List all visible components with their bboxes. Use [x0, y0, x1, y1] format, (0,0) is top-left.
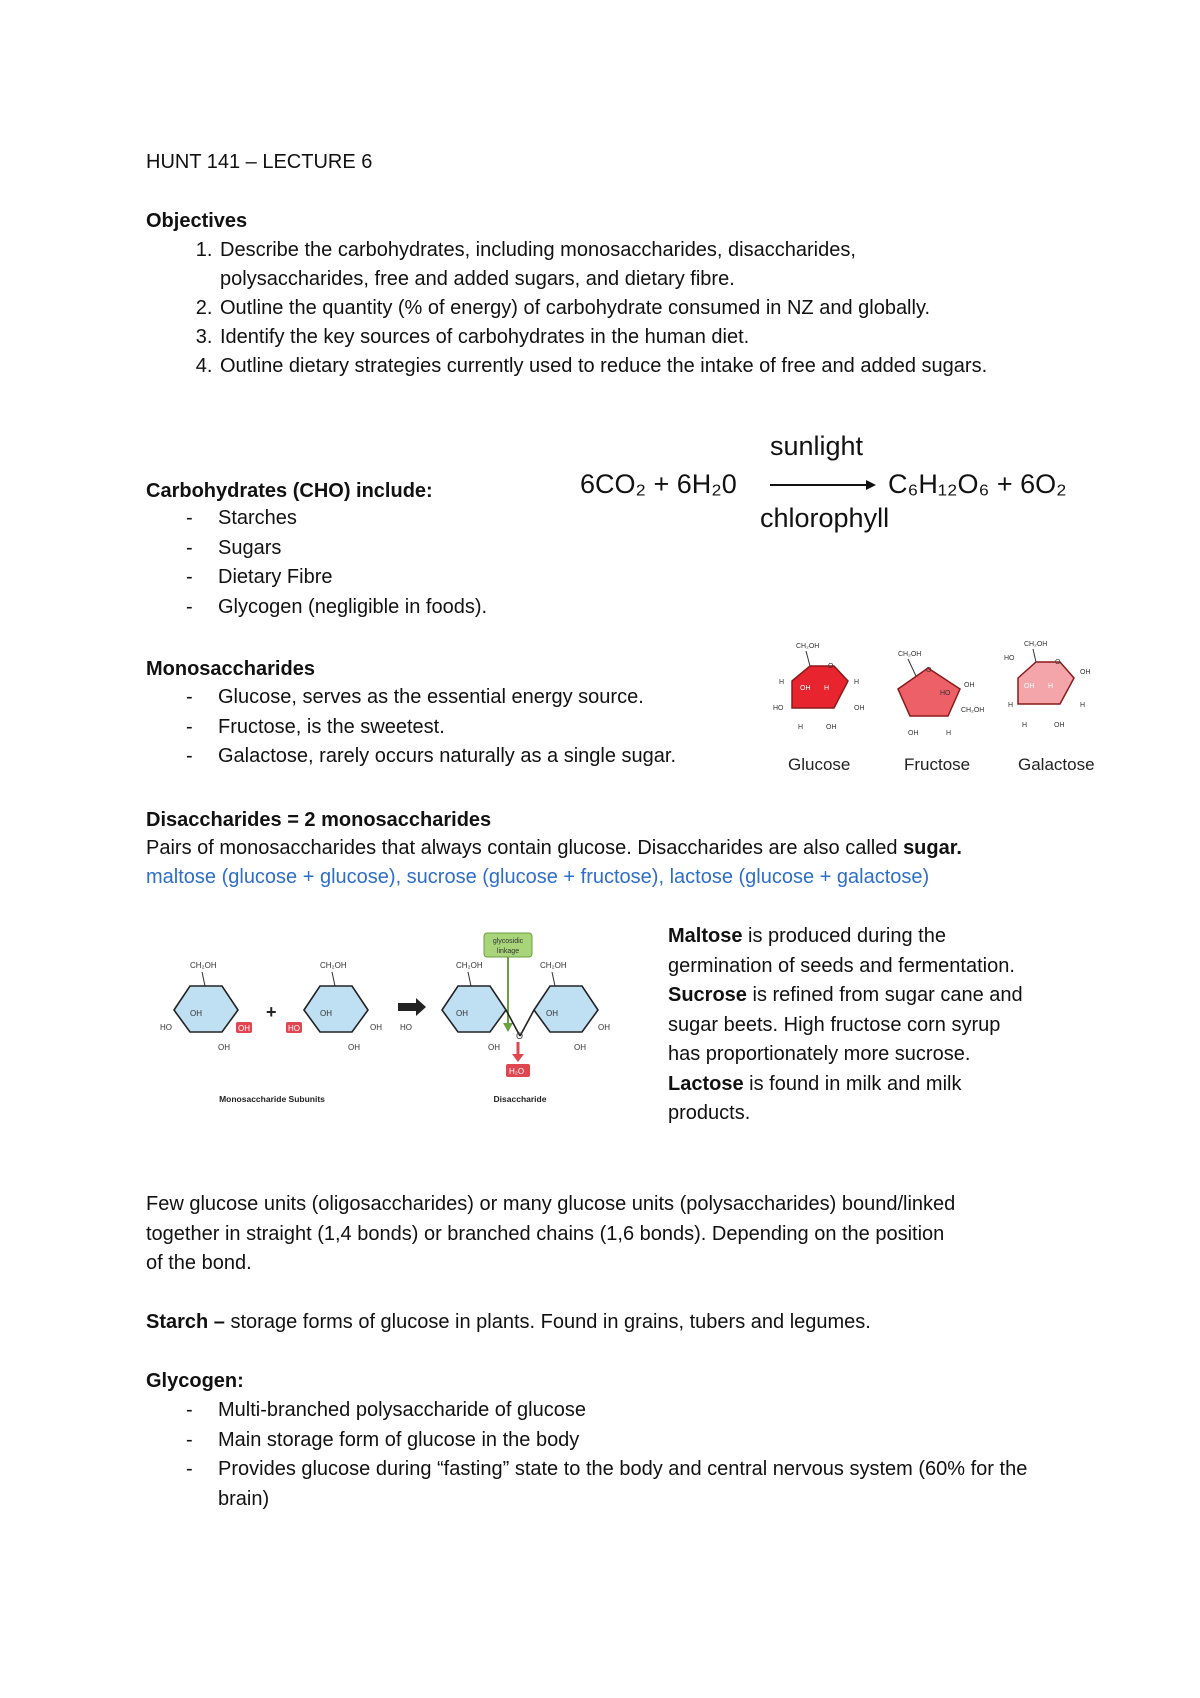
page-title: HUNT 141 – LECTURE 6	[146, 151, 373, 173]
ring	[304, 986, 368, 1032]
svg-text:H: H	[854, 679, 860, 686]
list-item: - Sugars	[146, 534, 487, 564]
svg-text:glycosidic: glycosidic	[492, 938, 524, 945]
svg-text:OH: OH	[1024, 683, 1035, 690]
equation-products: C₆H₁₂O₆ + 6O₂	[888, 469, 1067, 499]
starch-paragraph: Starch – storage forms of glucose in plants. Found in grains, tubers and legumes.	[146, 1311, 871, 1333]
plus-sign: +	[266, 1002, 277, 1022]
svg-text:OH: OH	[456, 1009, 468, 1018]
equation-above-arrow: sunlight	[770, 431, 864, 461]
monosaccharide-structures-figure	[768, 632, 1118, 782]
svg-text:HO: HO	[288, 1024, 300, 1033]
svg-text:H: H	[1008, 702, 1014, 709]
svg-text:OH: OH	[854, 705, 865, 712]
svg-text:OH: OH	[238, 1024, 250, 1033]
svg-text:OH: OH	[348, 1043, 360, 1052]
photosynthesis-equation	[570, 425, 1110, 545]
svg-text:O: O	[1055, 659, 1061, 666]
svg-text:OH: OH	[598, 1023, 610, 1032]
disaccharide-formation-figure	[160, 930, 640, 1105]
svg-text:CH₂OH: CH₂OH	[456, 961, 483, 970]
objectives-list	[146, 236, 1118, 381]
svg-text:OH: OH	[218, 1043, 230, 1052]
glycogen-list	[146, 1396, 1086, 1514]
svg-text:O: O	[926, 667, 932, 674]
list-item: - Glucose, serves as the essential energy source.	[146, 683, 676, 713]
cho-list	[146, 504, 487, 622]
polysaccharide-paragraph: Few glucose units (oligosaccharides) or many glucose units (polysaccharides) bound/linked together in straight (1,4 bonds) or branched chains (1,6 bonds). Depending on the position of the bond.	[146, 1193, 956, 1274]
glucose-structure	[773, 643, 865, 774]
svg-text:CH₂OH: CH₂OH	[1024, 641, 1048, 648]
objective-item: 3. Identify the key sources of carbohydrates in the human diet.	[218, 323, 1118, 352]
list-item: - Dietary Fibre	[146, 563, 487, 593]
svg-text:CH₂OH: CH₂OH	[898, 651, 922, 658]
svg-text:linkage: linkage	[496, 948, 520, 955]
mono-heading: Monosaccharides	[146, 658, 315, 680]
list-item: - Main storage form of glucose in the body	[146, 1426, 1086, 1456]
list-item: - Provides glucose during “fasting” state to the body and central nervous system (60% for the brain)	[146, 1455, 1048, 1514]
objective-item: 2. Outline the quantity (% of energy) of carbohydrate consumed in NZ and globally.	[218, 294, 1118, 323]
list-item: - Multi-branched polysaccharide of glucose	[146, 1396, 1086, 1426]
equation-below-arrow: chlorophyll	[760, 503, 890, 533]
svg-text:H: H	[1080, 702, 1086, 709]
svg-text:H: H	[1048, 683, 1054, 690]
svg-text:H: H	[1022, 722, 1028, 729]
svg-text:HO: HO	[773, 705, 784, 712]
monosaccharide-subunit-1	[160, 961, 252, 1052]
di-description: Pairs of monosaccharides that always contain glucose. Disaccharides are also called sugar.	[146, 837, 962, 859]
caption-disaccharide: Disaccharide	[493, 1094, 547, 1104]
fructose-label: Fructose	[904, 755, 971, 774]
ring	[534, 986, 598, 1032]
di-heading: Disaccharides = 2 monosaccharides	[146, 809, 492, 831]
disaccharide-structure	[400, 961, 610, 1077]
caption-monosaccharide-subunits: Monosaccharide Subunits	[219, 1094, 325, 1104]
svg-text:CH₂OH: CH₂OH	[796, 643, 820, 650]
di-examples: maltose (glucose + glucose), sucrose (glucose + fructose), lactose (glucose + galactose)	[146, 866, 930, 888]
svg-text:H₂O: H₂O	[509, 1067, 525, 1076]
glucose-label: Glucose	[788, 755, 851, 774]
svg-text:OH: OH	[574, 1043, 586, 1052]
svg-text:HO: HO	[160, 1023, 172, 1032]
list-item: - Starches	[146, 504, 487, 534]
svg-text:OH: OH	[800, 685, 811, 692]
svg-text:CH₂OH: CH₂OH	[961, 707, 985, 714]
svg-text:CH₂OH: CH₂OH	[320, 961, 347, 970]
glycogen-heading: Glycogen:	[146, 1370, 244, 1392]
svg-text:H: H	[946, 730, 952, 737]
svg-text:CH₂OH: CH₂OH	[190, 961, 217, 970]
svg-text:H: H	[779, 679, 785, 686]
svg-text:OH: OH	[488, 1043, 500, 1052]
svg-text:OH: OH	[370, 1023, 382, 1032]
svg-text:OH: OH	[908, 730, 919, 737]
fructose-structure	[898, 651, 984, 774]
svg-text:HO: HO	[940, 690, 951, 697]
disaccharide-sources-paragraph: Maltose is produced during the germination of seeds and fermentation. Sucrose is refined from sugar cane and sugar beets. High fructose corn syrup has proportionately more sucrose. Lactose is found in milk and milk products.	[668, 925, 1023, 1124]
objectives-heading: Objectives	[146, 210, 248, 232]
svg-text:OH: OH	[190, 1009, 202, 1018]
galactose-label: Galactose	[1018, 755, 1095, 774]
svg-text:HO: HO	[1004, 655, 1015, 662]
svg-text:OH: OH	[1080, 669, 1091, 676]
mono-list	[146, 683, 676, 772]
svg-text:OH: OH	[546, 1009, 558, 1018]
objective-item: 1. Describe the carbohydrates, including monosaccharides, disaccharides, polysaccharides, free and added sugars, and dietary fibre.	[218, 236, 960, 294]
svg-text:HO: HO	[400, 1023, 412, 1032]
ring	[442, 986, 506, 1032]
equation-reactants: 6CO₂ + 6H₂0	[580, 469, 737, 499]
svg-text:O: O	[828, 663, 834, 670]
svg-text:OH: OH	[1054, 722, 1065, 729]
ring	[174, 986, 238, 1032]
svg-text:OH: OH	[826, 724, 837, 731]
galactose-structure	[1004, 641, 1095, 774]
svg-text:OH: OH	[964, 682, 975, 689]
fructose-ring	[898, 668, 960, 716]
list-item: - Galactose, rarely occurs naturally as a single sugar.	[146, 742, 676, 772]
svg-text:CH₂OH: CH₂OH	[540, 961, 567, 970]
objective-item: 4. Outline dietary strategies currently used to reduce the intake of free and added sugars.	[218, 352, 1000, 381]
monosaccharide-subunit-2	[286, 961, 382, 1052]
svg-text:H: H	[798, 724, 804, 731]
list-item: - Fructose, is the sweetest.	[146, 713, 676, 743]
list-item: - Glycogen (negligible in foods).	[146, 593, 487, 623]
svg-text:O: O	[516, 1031, 524, 1041]
cho-heading: Carbohydrates (CHO) include:	[146, 480, 433, 502]
reaction-arrow-icon	[398, 998, 426, 1016]
svg-text:H: H	[824, 685, 830, 692]
reaction-arrow-head	[866, 480, 876, 490]
svg-text:OH: OH	[320, 1009, 332, 1018]
